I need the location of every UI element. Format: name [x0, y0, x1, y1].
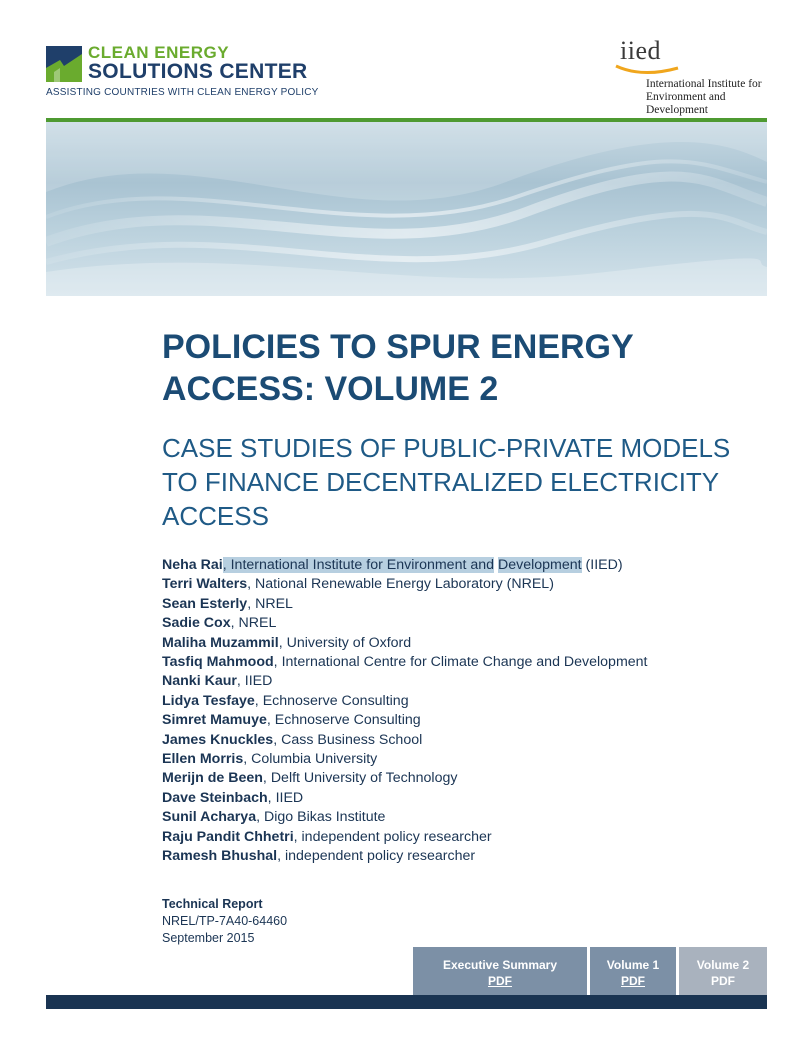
footer-bar [46, 995, 767, 1009]
author-name: James Knuckles [162, 731, 274, 748]
author-item: Ellen Morris, Columbia University [162, 751, 378, 768]
author-name: Raju Pandit Chhetri [162, 828, 294, 845]
tab-label: Volume 1 [606, 958, 660, 972]
report-type: Technical Report [162, 897, 263, 911]
author-affiliation-rest: (IIED) [585, 557, 623, 573]
ces-logo-line2: SOLUTIONS CENTER [88, 60, 308, 83]
author-affiliation: NREL [238, 615, 277, 632]
author-item: Neha Rai, International Institute for Environment and Development (IIED) [162, 557, 623, 573]
author-name: Sadie Cox [162, 615, 231, 632]
author-item: Sean Esterly, NREL [162, 595, 293, 612]
author-affiliation: Echnoserve Consulting [262, 692, 409, 709]
author-name: Maliha Muzammil [162, 634, 279, 651]
author-affiliation: Delft University of Technology [270, 770, 458, 787]
author-item: Raju Pandit Chhetri, independent policy researcher [162, 828, 492, 845]
executive-summary-pdf-link[interactable]: PDF [488, 974, 512, 988]
author-name: Ellen Morris [162, 751, 244, 768]
author-affiliation: independent policy researcher [285, 848, 476, 865]
author-name: Sunil Acharya [162, 809, 257, 826]
author-affiliation: Echnoserve Consulting [274, 712, 421, 729]
author-name: Merijn de Been [162, 770, 263, 787]
tab-label: Executive Summary [442, 958, 558, 972]
report-info [162, 896, 287, 947]
author-name: Lidya Tesfaye [162, 692, 255, 709]
tab-label: Volume 2 [696, 958, 750, 972]
author-item: Dave Steinbach, IIED [162, 789, 304, 806]
tab-executive-summary[interactable] [413, 947, 587, 995]
tab-volume-2[interactable] [679, 947, 767, 995]
cover-banner-image [46, 122, 767, 296]
author-item: Sadie Cox, NREL [162, 615, 277, 632]
iied-full-name: International Institute for Environment and Development [646, 78, 762, 116]
report-date: September 2015 [162, 931, 255, 945]
iied-wordmark: iied [620, 36, 661, 65]
author-item: Tasfiq Mahmood, International Centre for Climate Change and Development [162, 654, 648, 671]
author-item: Ramesh Bhushal, independent policy researcher [162, 848, 476, 865]
author-affiliation: Columbia University [251, 751, 378, 768]
wave-pattern-icon [46, 122, 767, 296]
author-affiliation: IIED [244, 673, 273, 690]
author-affiliation: IIED [275, 789, 304, 806]
author-affiliation: NREL [255, 595, 293, 612]
author-item: Terri Walters, National Renewable Energy Laboratory (NREL) [162, 576, 554, 593]
author-item: Merijn de Been, Delft University of Technology [162, 770, 458, 787]
author-affiliation: International Centre for Climate Change and Development [281, 654, 648, 671]
volume-2-pdf-label: PDF [711, 974, 735, 988]
clean-energy-solutions-center-logo [46, 44, 346, 104]
author-item: Sunil Acharya, Digo Bikas Institute [162, 809, 386, 826]
report-title: POLICIES TO SPUR ENERGY ACCESS: VOLUME 2 [162, 328, 634, 408]
author-item: Simret Mamuye, Echnoserve Consulting [162, 712, 421, 729]
author-name: Dave Steinbach [162, 789, 268, 806]
author-item: Maliha Muzammil, University of Oxford [162, 634, 412, 651]
author-affiliation: National Renewable Energy Laboratory (NREL) [255, 576, 554, 593]
tab-volume-1[interactable] [590, 947, 676, 995]
author-affiliation: Cass Business School [281, 731, 423, 748]
author-affiliation: independent policy researcher [301, 828, 492, 845]
ces-logo-tagline: ASSISTING COUNTRIES WITH CLEAN ENERGY POLICY [46, 87, 319, 98]
author-affiliation: Digo Bikas Institute [263, 809, 386, 826]
volume-1-pdf-link[interactable]: PDF [621, 974, 645, 988]
author-name: Terri Walters [162, 576, 248, 593]
report-number: NREL/TP-7A40-64460 [162, 914, 288, 928]
author-affiliation-highlighted: International Institute for Environment and [230, 557, 495, 573]
author-item: Lidya Tesfaye, Echnoserve Consulting [162, 692, 409, 709]
iied-logo [612, 36, 772, 116]
author-name: Neha Rai [162, 557, 223, 573]
author-name: Nanki Kaur [162, 673, 237, 690]
author-affiliation-highlighted-2: Development [497, 557, 582, 573]
ces-logo-mark-icon [46, 46, 82, 82]
author-affiliation: University of Oxford [286, 634, 412, 651]
author-list [162, 556, 762, 867]
ces-logo-line1: CLEAN ENERGY [88, 43, 230, 62]
author-item: Nanki Kaur, IIED [162, 673, 273, 690]
author-name: Tasfiq Mahmood [162, 654, 274, 671]
author-name: Simret Mamuye [162, 712, 267, 729]
report-subtitle: CASE STUDIES OF PUBLIC-PRIVATE MODELS TO FINANCE DECENTRALIZED ELECTRICITY ACCESS [162, 433, 731, 531]
author-name: Ramesh Bhushal [162, 848, 278, 865]
author-name: Sean Esterly [162, 595, 248, 612]
author-item: James Knuckles, Cass Business School [162, 731, 423, 748]
